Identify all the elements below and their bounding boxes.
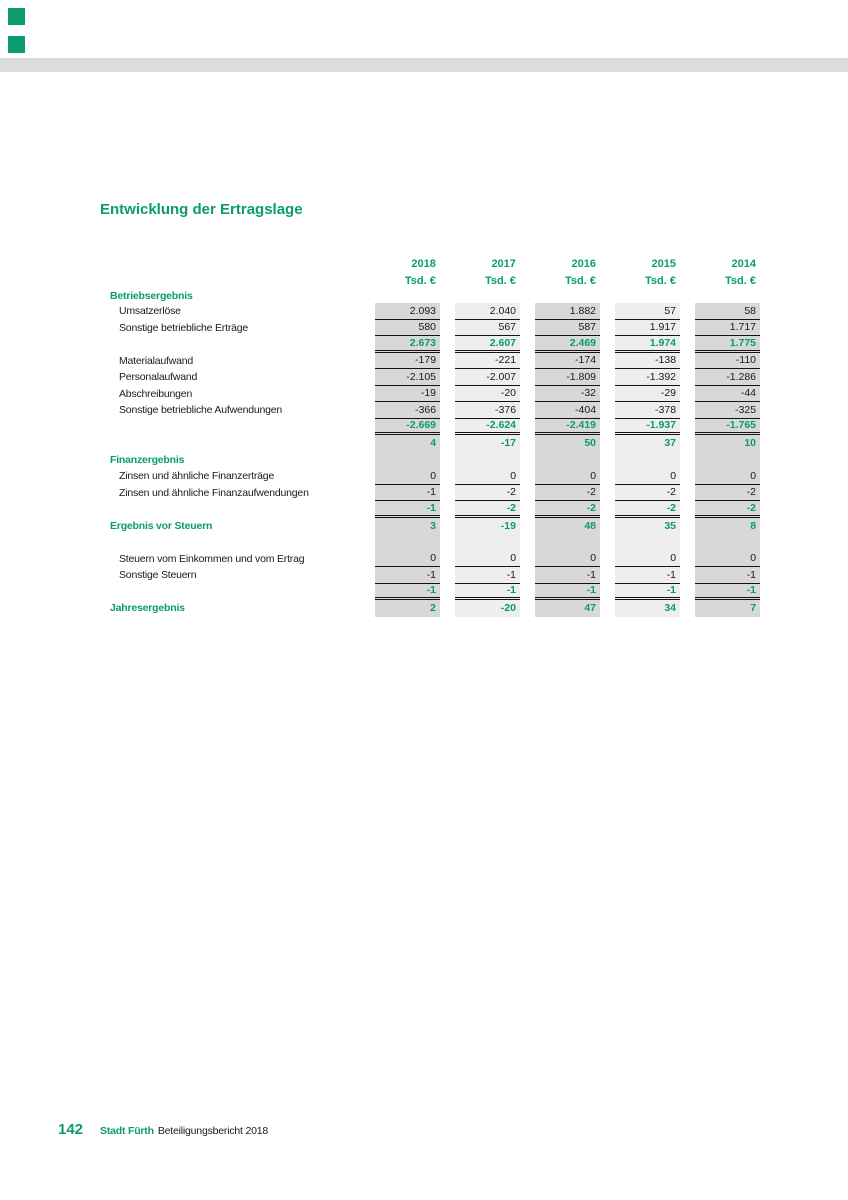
value-cell: -2: [695, 485, 760, 502]
value-cell: 1.974: [615, 336, 680, 353]
value-cell: -1.809: [535, 369, 600, 386]
value-cell: -1: [615, 584, 680, 601]
table-row: [100, 303, 760, 320]
value-cell: 0: [695, 468, 760, 485]
footer-brand: Stadt Fürth: [100, 1125, 154, 1137]
value-cell: -221: [455, 353, 520, 370]
value-cell: [455, 534, 520, 551]
row-label: Betriebsergebnis: [110, 290, 193, 302]
table-section-row: [100, 600, 760, 617]
value-cell: -1: [615, 567, 680, 584]
value-cell: 0: [455, 468, 520, 485]
table-header-years: [100, 255, 760, 272]
value-cell: 2.093: [375, 303, 440, 320]
value-cell: -1: [535, 584, 600, 601]
value-cell: -1: [375, 584, 440, 601]
value-cell: 1.882: [535, 303, 600, 320]
year-header: 2016: [571, 257, 596, 270]
value-cell: -1.286: [695, 369, 760, 386]
value-cell: -110: [695, 353, 760, 370]
value-cell: 0: [695, 551, 760, 568]
value-cell: -29: [615, 386, 680, 403]
value-cell: -325: [695, 402, 760, 419]
value-cell: -2: [695, 501, 760, 518]
value-cell: 2.607: [455, 336, 520, 353]
table-row: [100, 485, 760, 502]
table-row: [100, 353, 760, 370]
value-cell: -1: [695, 584, 760, 601]
value-cell: 580: [375, 320, 440, 337]
table-section-row: [100, 452, 760, 469]
table-row: [100, 336, 760, 353]
value-cell: -1: [455, 584, 520, 601]
value-cell: 57: [615, 303, 680, 320]
value-cell: 58: [695, 303, 760, 320]
value-cell: 7: [695, 600, 760, 617]
unit-header: Tsd. €: [484, 274, 516, 287]
row-label: Personalaufwand: [119, 371, 198, 384]
value-cell: -376: [455, 402, 520, 419]
corner-square-icon: [8, 36, 25, 53]
row-label: Jahresergebnis: [110, 602, 185, 615]
value-cell: 0: [455, 551, 520, 568]
year-header: 2015: [651, 257, 676, 270]
value-cell: -2.007: [455, 369, 520, 386]
header-spacer: [100, 272, 360, 289]
row-label: Materialaufwand: [119, 354, 194, 367]
value-cell: -2: [455, 501, 520, 518]
table-row: [100, 386, 760, 403]
table-row: [100, 369, 760, 386]
value-cell: -1: [375, 501, 440, 518]
value-cell: [535, 452, 600, 469]
table-section-row: [100, 518, 760, 535]
table-section-row: [100, 289, 760, 303]
value-cell: -1: [695, 567, 760, 584]
row-label: [100, 534, 360, 551]
value-cell: 37: [615, 435, 680, 452]
page-title: Entwicklung der Ertragslage: [100, 201, 303, 218]
value-cell: -1.937: [615, 419, 680, 436]
value-cell: 35: [615, 518, 680, 535]
value-cell: 34: [615, 600, 680, 617]
value-cell: -404: [535, 402, 600, 419]
header-bar: [0, 58, 848, 72]
value-cell: [375, 452, 440, 469]
table-row: [100, 551, 760, 568]
value-cell: [615, 534, 680, 551]
value-cell: -1.765: [695, 419, 760, 436]
table-row: [100, 320, 760, 337]
value-cell: -1: [375, 567, 440, 584]
row-label: Zinsen und ähnliche Finanzerträge: [119, 470, 275, 483]
table-row: [100, 567, 760, 584]
table-row: [100, 468, 760, 485]
value-cell: -2: [615, 501, 680, 518]
value-cell: [695, 452, 760, 469]
value-cell: 2.469: [535, 336, 600, 353]
row-label: Steuern vom Einkommen und vom Ertrag: [119, 552, 305, 565]
value-cell: [535, 534, 600, 551]
row-label: Abschreibungen: [119, 387, 193, 400]
row-label: [100, 419, 360, 436]
value-cell: 50: [535, 435, 600, 452]
value-cell: -2.105: [375, 369, 440, 386]
value-cell: -20: [455, 600, 520, 617]
value-cell: 587: [535, 320, 600, 337]
value-cell: -17: [455, 435, 520, 452]
unit-header: Tsd. €: [564, 274, 596, 287]
header-spacer: [100, 255, 360, 272]
value-cell: -2: [455, 485, 520, 502]
value-cell: -32: [535, 386, 600, 403]
value-cell: 567: [455, 320, 520, 337]
value-cell: -174: [535, 353, 600, 370]
row-label: Sonstige betriebliche Aufwendungen: [119, 404, 283, 417]
value-cell: -2: [615, 485, 680, 502]
unit-header: Tsd. €: [645, 274, 676, 287]
value-cell: 4: [375, 435, 440, 452]
value-cell: 0: [375, 551, 440, 568]
value-cell: -179: [375, 353, 440, 370]
value-cell: -2: [535, 501, 600, 518]
value-cell: [375, 534, 440, 551]
page-number: 142: [58, 1121, 84, 1138]
value-cell: -138: [615, 353, 680, 370]
value-cell: 0: [615, 551, 680, 568]
value-cell: 1.775: [695, 336, 760, 353]
unit-header: Tsd. €: [725, 274, 757, 287]
table-row: [100, 419, 760, 436]
value-cell: 0: [535, 468, 600, 485]
value-cell: 3: [375, 518, 440, 535]
footer-report-title: Beteiligungsbericht 2018: [157, 1125, 269, 1137]
value-cell: 8: [695, 518, 760, 535]
value-cell: 10: [695, 435, 760, 452]
value-cell: 48: [535, 518, 600, 535]
value-cell: -19: [455, 518, 520, 535]
corner-square-icon: [8, 8, 25, 25]
value-cell: -44: [695, 386, 760, 403]
row-label: [100, 435, 360, 452]
row-label: [100, 336, 360, 353]
value-cell: 2.673: [375, 336, 440, 353]
table-header-units: [100, 272, 760, 289]
value-cell: 0: [615, 468, 680, 485]
table-row: [100, 534, 760, 551]
value-cell: -2: [535, 485, 600, 502]
row-label: Ergebnis vor Steuern: [110, 519, 213, 532]
row-label: Sonstige betriebliche Erträge: [119, 321, 249, 334]
value-cell: -1.392: [615, 369, 680, 386]
row-label: Sonstige Steuern: [119, 569, 197, 582]
financial-table: [100, 255, 760, 617]
table-row: [100, 501, 760, 518]
value-cell: 0: [375, 468, 440, 485]
row-label: Umsatzerlöse: [119, 305, 181, 318]
value-cell: 0: [535, 551, 600, 568]
value-cell: -1: [535, 567, 600, 584]
value-cell: [455, 452, 520, 469]
value-cell: -2.669: [375, 419, 440, 436]
value-cell: [695, 534, 760, 551]
value-cell: -378: [615, 402, 680, 419]
value-cell: 1.917: [615, 320, 680, 337]
value-cell: -1: [375, 485, 440, 502]
row-label: [100, 584, 360, 601]
year-header: 2017: [491, 257, 516, 270]
row-label: Finanzergebnis: [110, 453, 185, 466]
value-cell: -2.419: [535, 419, 600, 436]
value-cell: 2: [375, 600, 440, 617]
value-cell: -20: [455, 386, 520, 403]
unit-header: Tsd. €: [404, 274, 436, 287]
value-cell: -2.624: [455, 419, 520, 436]
year-header: 2014: [731, 257, 757, 270]
value-cell: -1: [455, 567, 520, 584]
value-cell: [615, 452, 680, 469]
table-row: [100, 435, 760, 452]
row-label: Zinsen und ähnliche Finanzaufwendungen: [119, 486, 309, 499]
value-cell: 2.040: [455, 303, 520, 320]
year-header: 2018: [411, 257, 436, 270]
table-row: [100, 584, 760, 601]
table-row: [100, 402, 760, 419]
value-cell: -366: [375, 402, 440, 419]
page-footer: [58, 1121, 268, 1138]
value-cell: -19: [375, 386, 440, 403]
value-cell: 1.717: [695, 320, 760, 337]
value-cell: 47: [535, 600, 600, 617]
row-label: [100, 501, 360, 518]
